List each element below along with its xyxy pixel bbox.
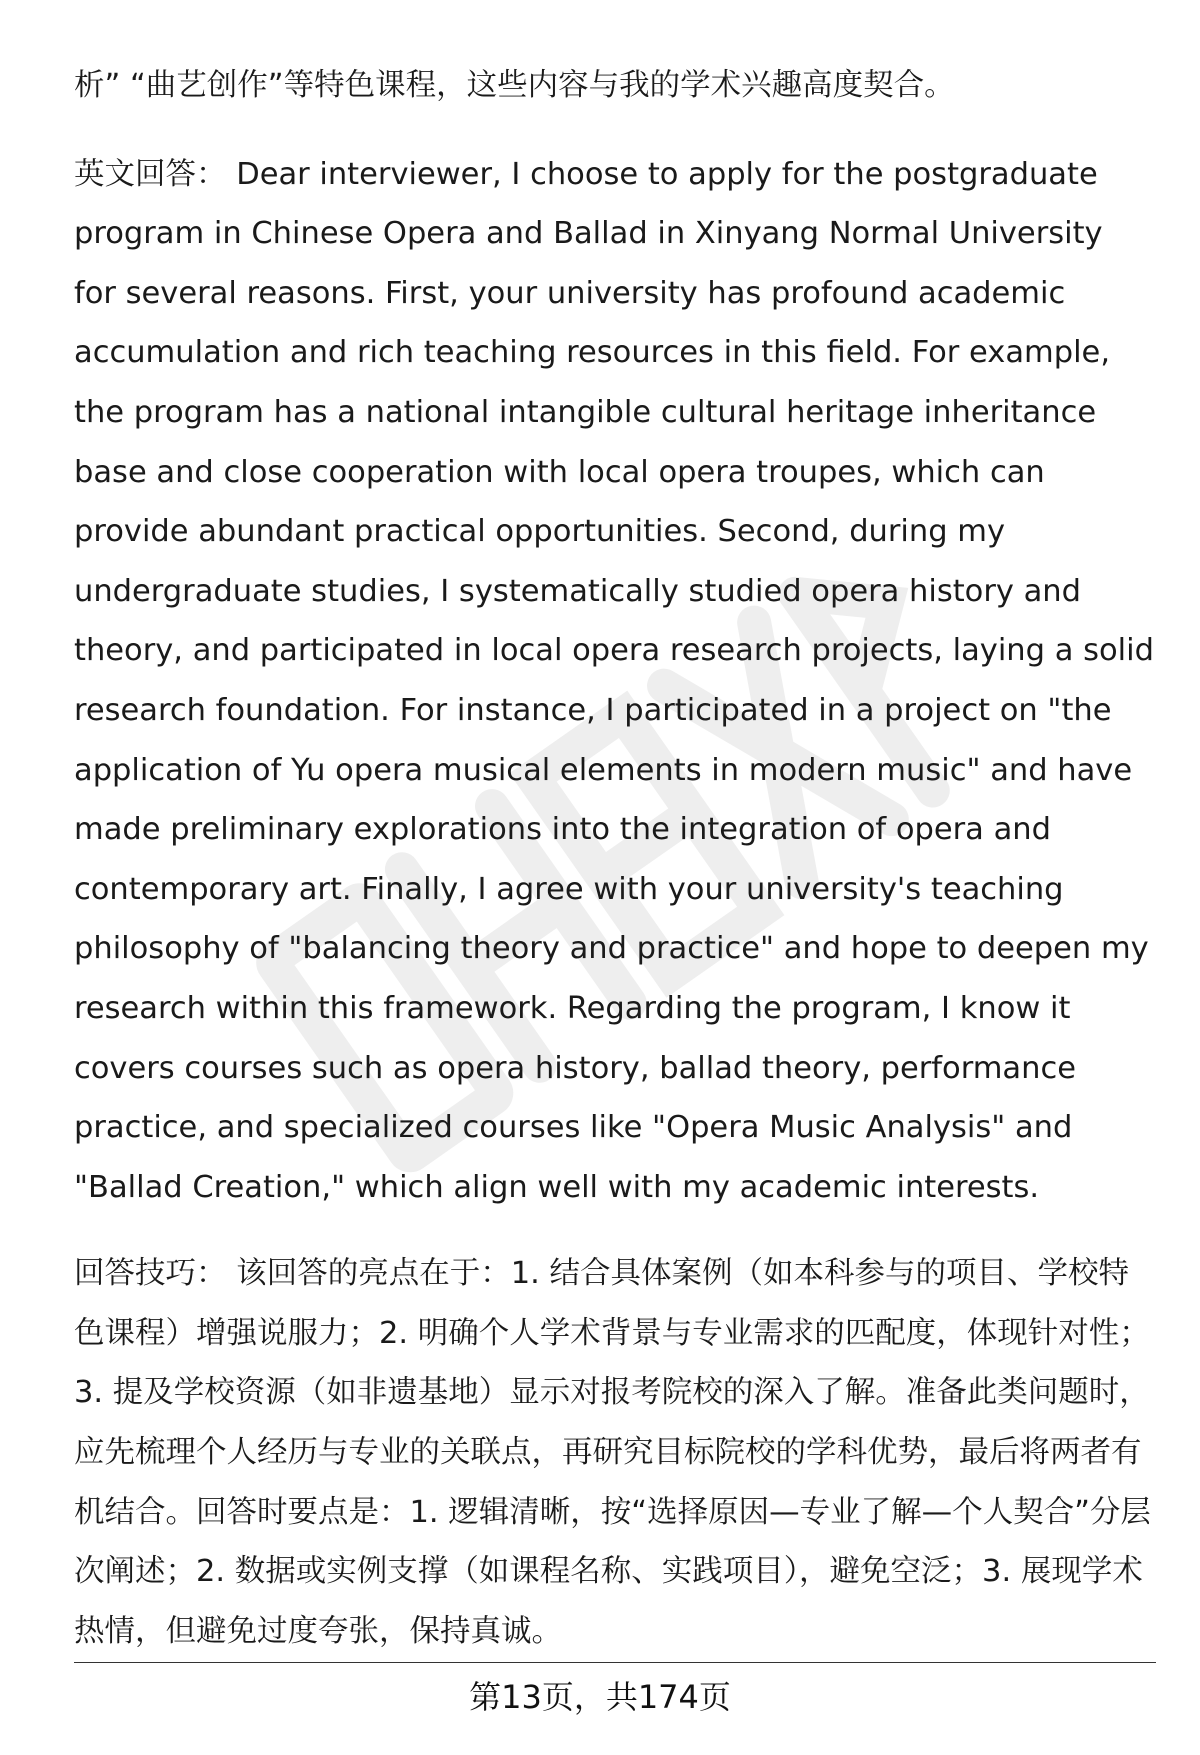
tips-paragraph xyxy=(74,1244,1154,1661)
english-answer-text: Dear interviewer, I choose to apply for the postgraduate program in Chinese Opera and Ballad in Xinyang Normal University for several reasons. First, your university has profound academic accumulation and rich teaching resources in this field. For example, the program has a national intangible cultural heritage inheritance base and close cooperation with local opera troupes, which can provide abundant practical opportunities. Second, during my undergraduate studies, I systematically studied opera history and theory, and participated in local opera research projects, laying a solid research foundation. For instance, I participated in a project on "the application of Yu opera musical elements in modern music" and have made preliminary explorations into the integration of opera and contemporary art. Finally, I agree with your university's teaching philosophy of "balancing theory and practice" and hope to deepen my research within this framework. Regarding the program, I know it covers courses such as opera history, ballad theory, performance practice, and specialized courses like "Opera Music Analysis" and "Ballad Creation," which align well with my academic interests. xyxy=(74,156,1154,1205)
footer-divider xyxy=(74,1662,1156,1663)
tips-label: 回答技巧： xyxy=(74,1256,227,1292)
paragraph-continued: 析” “曲艺创作”等特色课程，这些内容与我的学术兴趣高度契合。 xyxy=(74,68,955,103)
english-answer-paragraph xyxy=(74,145,1154,1218)
body-content xyxy=(74,56,1154,1661)
english-answer-label: 英文回答： xyxy=(74,156,227,192)
page-number: 第13页，共174页 xyxy=(469,1678,731,1716)
tips-text: 该回答的亮点在于：1. 结合具体案例（如本科参与的项目、学校特色课程）增强说服力；2. 明确个人学术背景与专业需求的匹配度，体现针对性；3. 提及学校资源（如非遗基地）显示对报考院校的深入了解。准备此类问题时，应先梳理个人经历与专业的关联点，再研究目标院校的学科优势，最后将两者有机结合。回答时要点是：1. 逻辑清晰，按“选择原因—专业了解—个人契合”分层次阐述；2. 数据或实例支撑（如课程名称、实践项目），避免空泛；3. 展现学术热情，但避免过度夸张，保持真诚。 xyxy=(74,1256,1151,1649)
